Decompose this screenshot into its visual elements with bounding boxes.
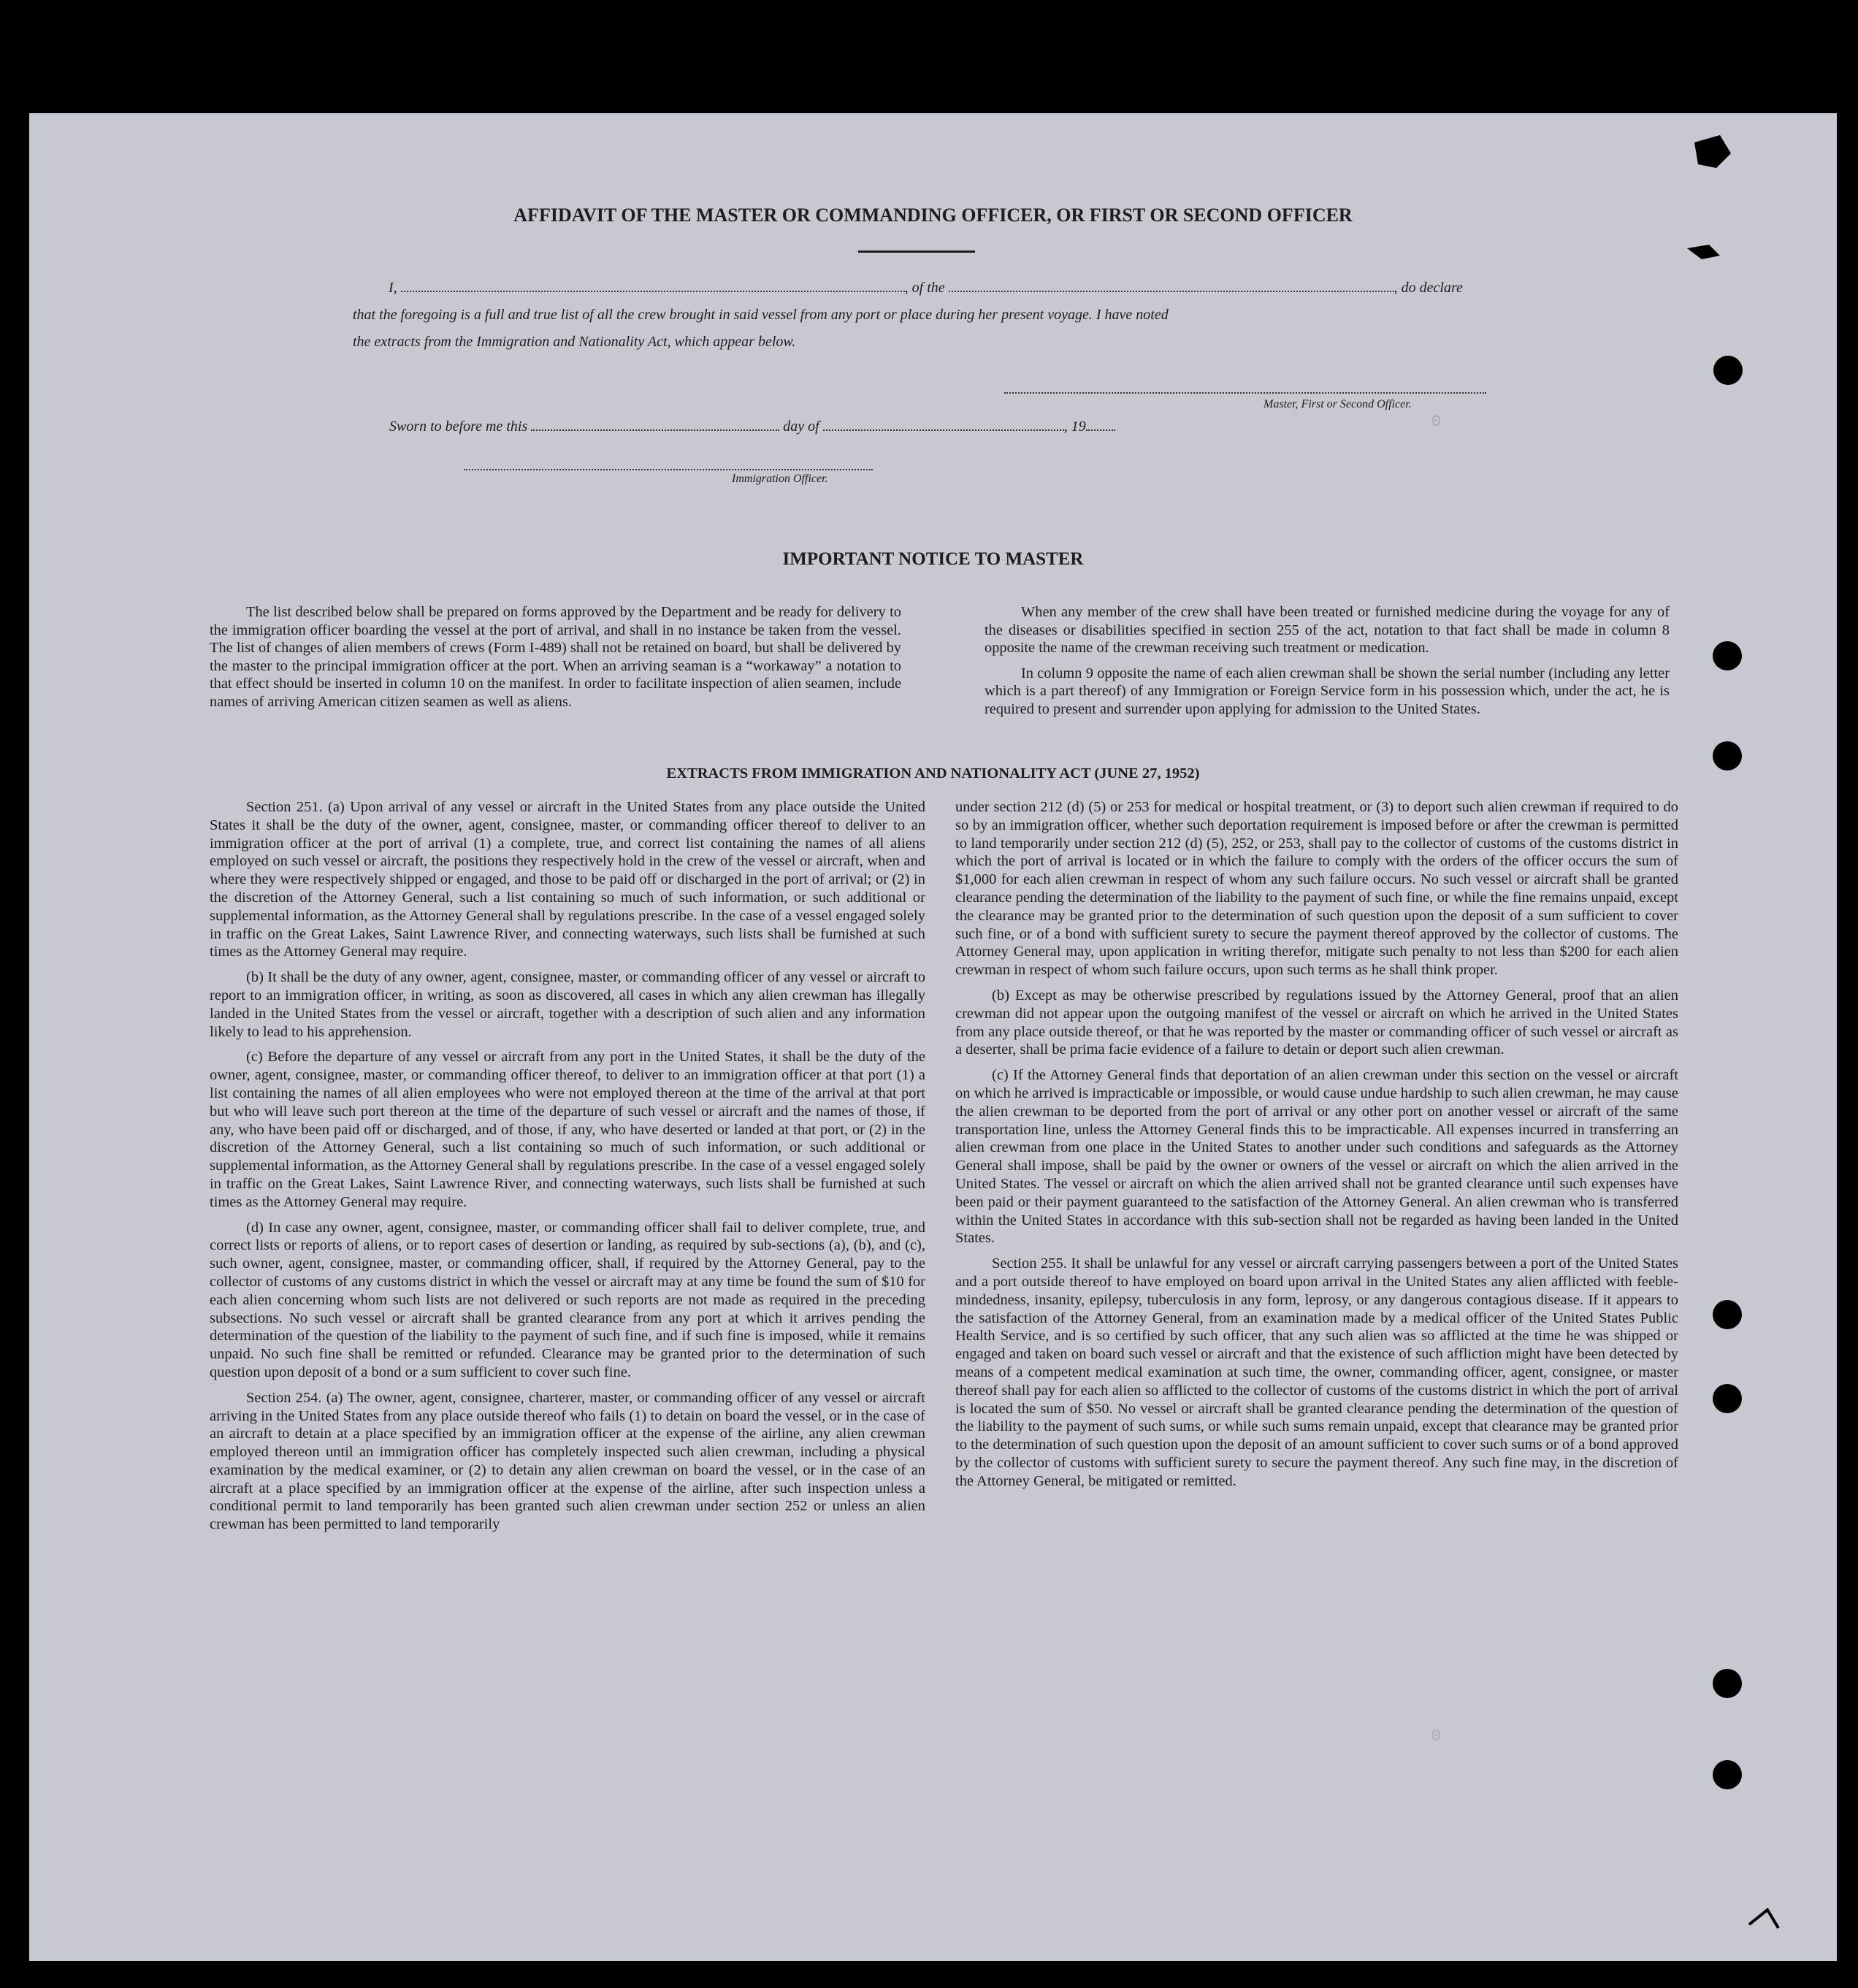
vessel-name-field[interactable] [949, 280, 1394, 292]
sworn-year-field[interactable] [1086, 419, 1115, 431]
binder-hole-icon [1713, 1760, 1742, 1789]
declarant-name-field[interactable] [401, 280, 905, 292]
immigration-officer-signature-field[interactable] [464, 469, 873, 470]
notice-right-column [985, 603, 1670, 725]
vessel-label: , of the [904, 280, 945, 296]
binder-hole-icon [1713, 356, 1743, 385]
bleed-through-mark: 0 [1431, 1727, 1442, 1746]
extracts-title: EXTRACTS FROM IMMIGRATION AND NATIONALITY ACT (JUNE 27, 1952) [666, 765, 1200, 781]
sworn-month-field[interactable] [823, 419, 1064, 431]
notice-paragraph: In column 9 opposite the name of each alien crewman shall be shown the serial number (including any letter which is a part thereof) of any Immigration or Foreign Service form in his possession which, under the act, he is required to present and surrender upon applying for admission to the United States. [985, 665, 1670, 717]
statute-paragraph: Section 255. It shall be unlawful for any vessel or aircraft carrying passengers between a port of the United States and a port outside thereof to have employed on board upon arrival in the United States any alien afflicted with feeble-mindedness, insanity, epilepsy, tuberculosis in any form, leprosy, or any dangerous contagious disease. If it appears to the satisfaction of the Attorney General, from an examination made by a medical officer of the United States Public Health Service, and is so certified by such officer, that any such alien was so afflicted at the time he was shipped or engaged and taken on board such vessel or aircraft and that the existence of such affliction might have been detected by means of a competent medical examination at such time, the owner, commanding officer, agent, consignee, or master thereof shall pay for each alien so afflicted to the collector of customs of the customs district in which the port of arrival is located the sum of $50. No vessel or aircraft shall be granted clearance pending the determination of the question of the liability to the payment of such sums, or while such sums remain unpaid, except that clearance may be granted prior to the determination of such question upon the deposit of an amount sufficient to cover such sums or of a bond approved by the collector of customs with sufficient surety to secure the payment thereof. Any such fine may, in the discretion of the Attorney General, be mitigated or remitted. [955, 1255, 1678, 1489]
affidavit-title: AFFIDAVIT OF THE MASTER OR COMMANDING OFFICER, OR FIRST OR SECOND OFFICER [513, 204, 1353, 226]
sworn-line [389, 418, 1266, 435]
affidavit-text-line: that the foregoing is a full and true list of all the crew brought in said vessel from any port or place during her present voyage. I have noted [353, 307, 1169, 323]
declarant-label: I, [389, 280, 397, 296]
master-signature-label: Master, First or Second Officer. [1263, 398, 1412, 410]
year-label: , 19 [1063, 418, 1086, 435]
declaration-line [389, 280, 1513, 297]
corner-tick-icon [1746, 1895, 1789, 1932]
affidavit-text-line: the extracts from the Immigration and Nationality Act, which appear below. [353, 334, 796, 350]
statute-paragraph: (b) Except as may be otherwise prescribed by regulations issued by the Attorney General, proof that an alien crewman did not appear upon the outgoing manifest of the vessel or aircraft on which he arrived in the United States from any place outside thereof, or that he was reported by the master or commanding officer of such vessel or aircraft as a deserter, shall be prima facie evidence of a failure to detain or deport such alien crewman. [955, 987, 1678, 1058]
binder-hole-icon [1713, 641, 1742, 670]
bleed-through-mark: 0 [1431, 413, 1442, 431]
day-of-label: day of [783, 418, 819, 435]
declare-label: , do declare [1394, 280, 1463, 296]
statute-paragraph: (b) It shall be the duty of any owner, agent, consignee, master, or commanding officer of any vessel or aircraft to report to an immigration officer, in writing, as soon as discovered, all cases in which any alien crewman has illegally landed in the United States from the vessel or aircraft, together with a description of such alien and any information likely to lead to his apprehension. [210, 969, 925, 1040]
notice-left-column [210, 603, 901, 718]
binder-hole-icon [1713, 1300, 1742, 1329]
sworn-day-field[interactable] [531, 419, 779, 431]
document-page [29, 113, 1837, 1961]
sworn-label: Sworn to before me this [389, 418, 528, 435]
notice-paragraph: When any member of the crew shall have been treated or furnished medicine during the voyage for any of the diseases or disabilities specified in section 255 of the act, notation to that fact shall be made in column 8 opposite the name of the crewman receiving such treatment or medication. [985, 604, 1670, 656]
statute-paragraph: Section 254. (a) The owner, agent, consignee, charterer, master, or commanding officer of any vessel or aircraft arriving in the United States from any place outside thereof who fails (1) to detain on board the vessel, or in the case of an aircraft to detain at a place specified by an immigration officer at the expense of the airline, any alien crewman employed thereon until an immigration officer has completely inspected such alien crewman, including a physical examination by the medical examiner, or (2) to detain any alien crewman on board the vessel, or in the case of an aircraft at a place specified by an immigration officer at the expense of the airline, after such inspection unless a conditional permit to land temporarily has been granted such alien crewman under section 252 or unless an alien crewman has been permitted to land temporarily [210, 1389, 925, 1533]
statute-paragraph: (c) If the Attorney General finds that deportation of an alien crewman under this section on the vessel or aircraft on which he arrived is impracticable or impossible, or would cause undue hardship to such alien crewman, he may cause the alien crewman to be deported from the port of arrival or any other port on another vessel or aircraft of the same transportation line, unless the Attorney General finds this to be impracticable. All expenses incurred in transferring an alien crewman from one place in the United States to another under such conditions and safeguards as the Attorney General shall impose, shall be paid by the owner or owners of the vessel or aircraft on which the alien arrived in the United States. The vessel or aircraft on which the alien arrived shall not be granted clearance until such expenses have been paid or their payment guaranteed to the satisfaction of the Attorney General. An alien crewman who is transferred within the United States in accordance with this sub-section shall not be regarded as having been landed in the United States. [955, 1067, 1678, 1247]
notice-paragraph: The list described below shall be prepared on forms approved by the Department and be ready for delivery to the immigration officer boarding the vessel at the port of arrival, and shall in no instance be taken from the vessel. The list of changes of alien members of crews (Form I-489) shall not be retained on board, but shall be delivered by the master to the principal immigration officer at the port. When an arriving seaman is a “workaway” a notation to that effect should be inserted in column 10 on the manifest. In order to facilitate inspection of alien seamen, include names of arriving American citizen seamen as well as aliens. [210, 604, 901, 710]
extracts-right-column [955, 798, 1678, 1497]
statute-paragraph: Section 251. (a) Upon arrival of any vessel or aircraft in the United States from any place outside the United States it shall be the duty of the owner, agent, consignee, master, or commanding officer thereof to deliver to an immigration officer at the port of arrival (1) a complete, true, and correct list containing the names of all aliens employed on such vessel or aircraft, the positions they respectively hold in the crew of the vessel or aircraft, when and where they were respectively shipped or engaged, and those to be paid off or discharged in the port of arrival; or (2) in the discretion of the Attorney General, such a list containing so much of such information, or such additional or supplemental information, as the Attorney General shall by regulations prescribe. In the case of a vessel engaged solely in traffic on the Great Lakes, Saint Lawrence River, and connecting waterways, such lists shall be furnished at such times as the Attorney General may require. [210, 799, 925, 960]
binder-hole-icon [1713, 1669, 1742, 1698]
immigration-officer-label: Immigration Officer. [732, 473, 828, 485]
notice-title: IMPORTANT NOTICE TO MASTER [782, 549, 1084, 569]
master-signature-field[interactable] [1004, 392, 1486, 394]
binder-hole-icon [1713, 1384, 1742, 1413]
extracts-left-column [210, 798, 925, 1541]
statute-paragraph: (d) In case any owner, agent, consignee, master, or commanding officer shall fail to deliver complete, true, and correct lists or reports of aliens, or to report cases of desertion or landing, as required by sub-sections (a), (b), and (c), such owner, agent, consignee, master, or commanding officer, shall, if required by the Attorney General, pay to the collector of customs of any customs district in which the vessel or aircraft may at any time be found the sum of $10 for each alien concerning whom such lists are not delivered or such reports are not made as required in the preceding subsections. No such vessel or aircraft shall be granted clearance from any port at which it arrives pending the determination of the question of the liability to the payment of such fine, and if such fine is imposed, while it remains unpaid. No such fine shall be remitted or refunded. Clearance may be granted prior to the determination of such question upon deposit of a bond or a sum sufficient to cover such fine. [210, 1219, 925, 1380]
torn-corner-icon [1680, 113, 1738, 259]
statute-paragraph: (c) Before the departure of any vessel or aircraft from any port in the United States, it shall be the duty of the owner, agent, consignee, master, or commanding officer thereof, to deliver to an immigration officer at that port (1) a list containing the names of all alien employees who were not employed thereon at the time of the arrival at that port but who will leave such port thereon at the time of the departure of such vessel or aircraft and the names of those, if any, who have been paid off or discharged, and of those, if any, who have deserted or landed at that port, or (2) in the discretion of the Attorney General, such a list containing so much of such information, or such additional or supplemental information, as the Attorney General shall by regulations prescribe. In the case of a vessel engaged solely in traffic on the Great Lakes, Saint Lawrence River, and connecting waterways, such lists shall be furnished at such times as the Attorney General may require. [210, 1049, 925, 1210]
title-divider [858, 251, 975, 253]
statute-paragraph: under section 212 (d) (5) or 253 for medical or hospital treatment, or (3) to deport such alien crewman if required to do so by an immigration officer, whether such deportation requirement is imposed before or after the crewman is permitted to land temporarily under section 212 (d) (5), 252, or 253, shall pay to the collector of customs of the customs district in which the port of arrival is located or in which the failure to comply with the orders of the officer occurs the sum of $1,000 for each alien crewman in respect of whom any such failure occurs. No such vessel or aircraft shall be granted clearance pending the determination of the liability to the payment of such fine, or while the fine remains unpaid, except the clearance may be granted prior to the determination of such question upon the deposit of a sum sufficient to cover such fine, or of a bond with sufficient surety to secure the payment thereof approved by the collector of customs. The Attorney General may, upon application in writing therefor, mitigate such penalty to not less than $200 for each alien crewman in respect of whom such failure occurs, upon such terms as he shall think proper. [955, 799, 1678, 979]
